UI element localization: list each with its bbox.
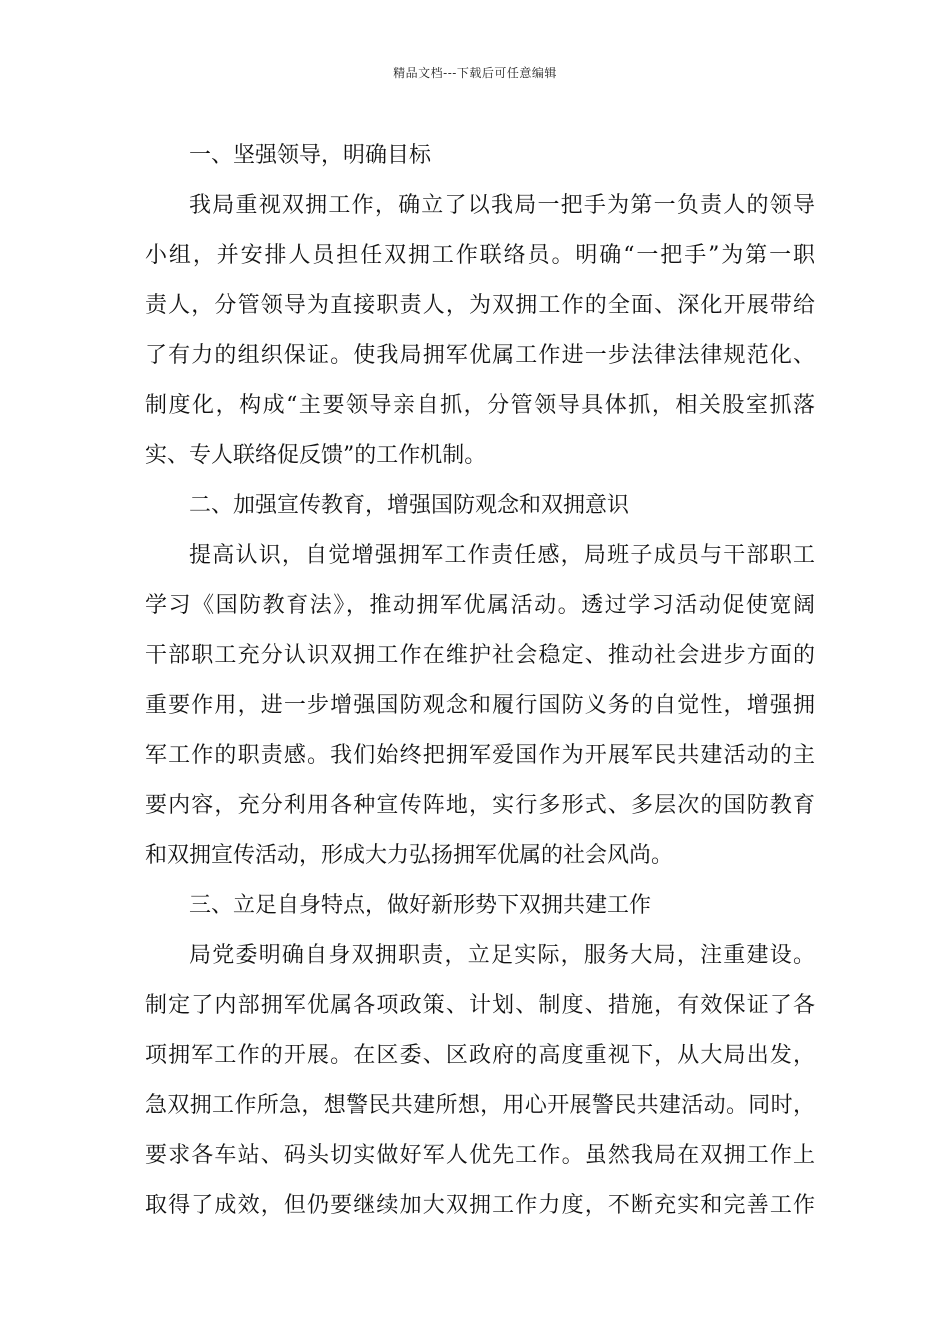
section-heading: 二、加强宣传教育，增强国防观念和双拥意识 <box>189 493 630 518</box>
section-heading: 三、立足自身特点，做好新形势下双拥共建工作 <box>189 893 652 918</box>
paragraph-line: 要求各车站、码头切实做好军人优先工作。虽然我局在双拥工作上 <box>145 1143 815 1168</box>
paragraph-line: 制定了内部拥军优属各项政策、计划、制度、措施，有效保证了各 <box>145 993 815 1018</box>
paragraph-line: 军工作的职责感。我们始终把拥军爱国作为开展军民共建活动的主 <box>145 743 815 768</box>
paragraph-line: 实、专人联络促反馈”的工作机制。 <box>145 443 487 468</box>
paragraph-line: 和双拥宣传活动，形成大力弘扬拥军优属的社会风尚。 <box>145 843 674 868</box>
paragraph-line: 学习《国防教育法》，推动拥军优属活动。透过学习活动促使宽阔 <box>145 593 815 618</box>
paragraph-line: 小组，并安排人员担任双拥工作联络员。明确“一把手”为第一职 <box>145 243 815 268</box>
document-body <box>145 131 815 1231</box>
paragraph-line: 责人，分管领导为直接职责人，为双拥工作的全面、深化开展带给 <box>145 293 815 318</box>
paragraph-line: 局党委明确自身双拥职责，立足实际，服务大局，注重建设。 <box>189 943 815 968</box>
paragraph-line: 制度化，构成“主要领导亲自抓，分管领导具体抓，相关股室抓落 <box>145 393 815 418</box>
paragraph-line: 提高认识，自觉增强拥军工作责任感，局班子成员与干部职工 <box>189 543 815 568</box>
paragraph-line: 了有力的组织保证。使我局拥军优属工作进一步法律法律规范化、 <box>145 343 815 368</box>
paragraph-line: 干部职工充分认识双拥工作在维护社会稳定、推动社会进步方面的 <box>145 643 815 668</box>
paragraph-line: 取得了成效，但仍要继续加大双拥工作力度，不断充实和完善工作 <box>145 1193 815 1218</box>
paragraph-line: 重要作用，进一步增强国防观念和履行国防义务的自觉性，增强拥 <box>145 693 815 718</box>
section-heading: 一、坚强领导，明确目标 <box>189 143 432 168</box>
page-header: 精品文档---下载后可任意编辑 <box>393 66 557 80</box>
paragraph-line: 项拥军工作的开展。在区委、区政府的高度重视下，从大局出发， <box>145 1043 815 1068</box>
paragraph-line: 要内容，充分利用各种宣传阵地，实行多形式、多层次的国防教育 <box>145 793 815 818</box>
paragraph-line: 我局重视双拥工作，确立了以我局一把手为第一负责人的领导 <box>189 193 815 218</box>
paragraph-line: 急双拥工作所急，想警民共建所想，用心开展警民共建活动。同时， <box>145 1093 815 1118</box>
